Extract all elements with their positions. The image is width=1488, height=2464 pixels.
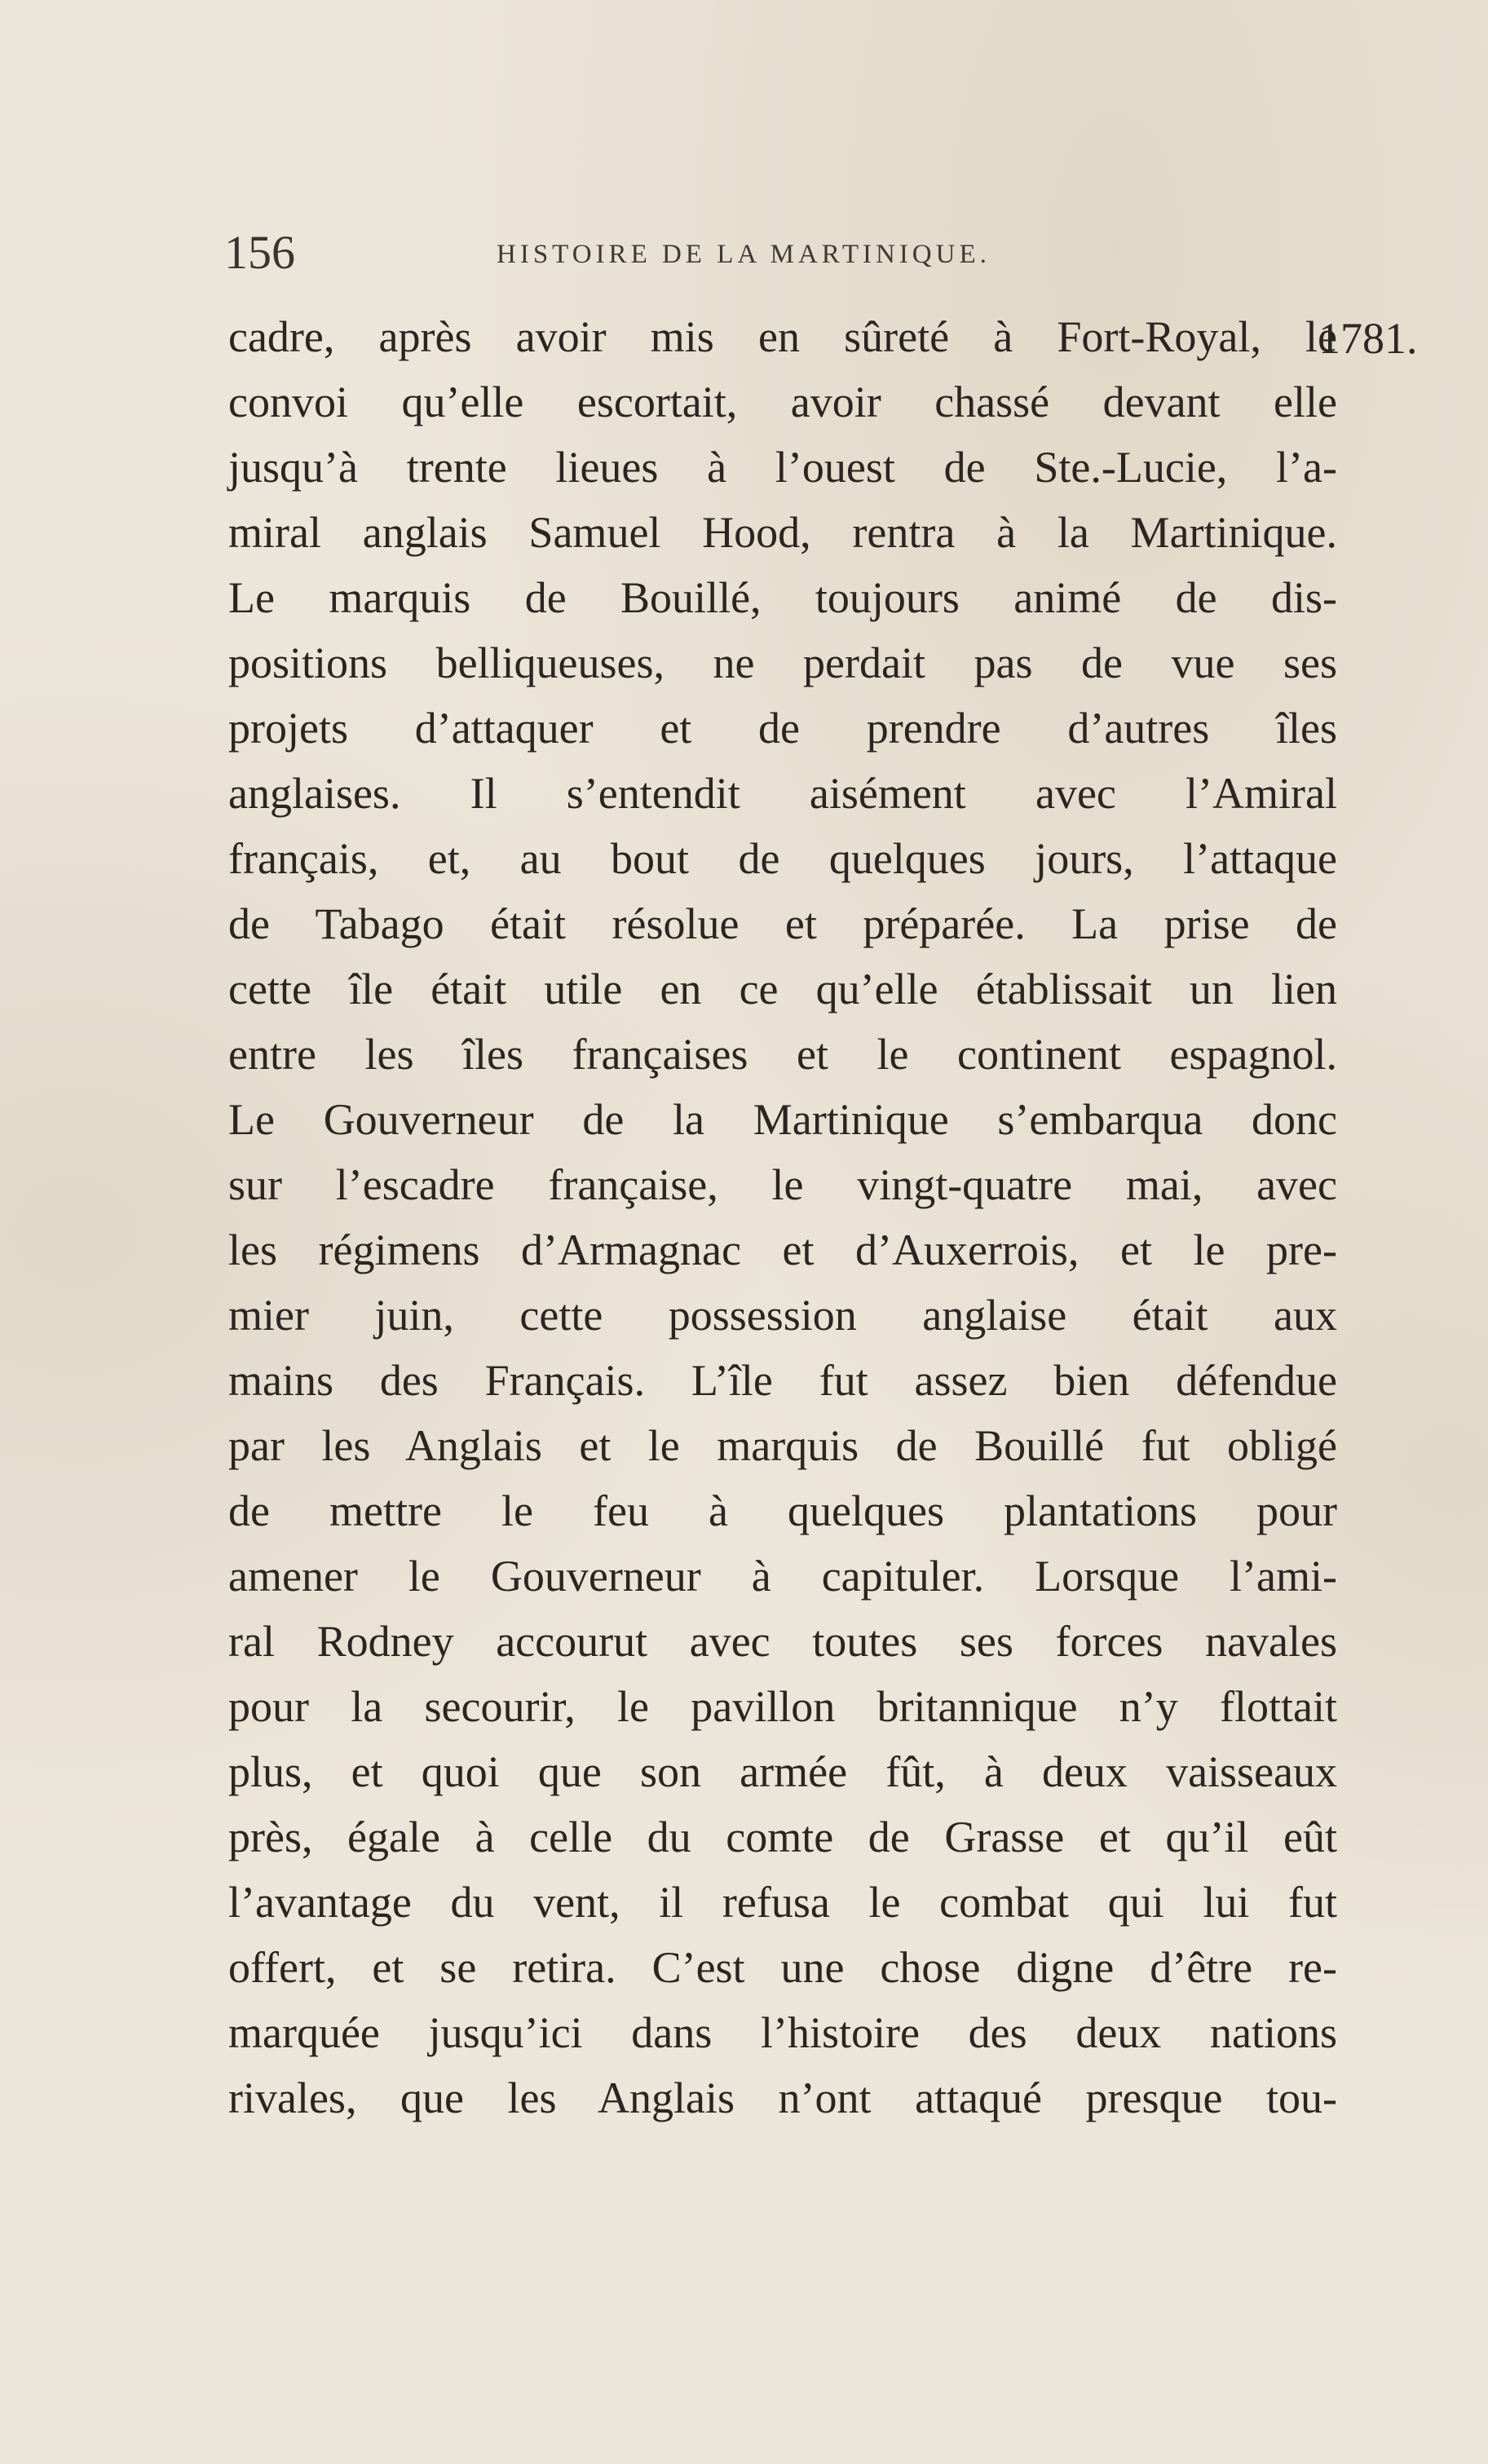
text-line: Le Gouverneur de la Martinique s’embarqua donc	[228, 1095, 1337, 1144]
text-line: l’avantage du vent, il refusa le combat qui lui fut	[228, 1878, 1337, 1927]
text-line: mains des Français. L’île fut assez bien défendue	[228, 1356, 1337, 1405]
text-line: français, et, au bout de quelques jours, l’attaque	[228, 834, 1337, 883]
body-text	[228, 304, 1337, 2131]
text-line: amener le Gouverneur à capituler. Lorsque l’ami-	[228, 1552, 1337, 1601]
text-line: cadre, après avoir mis en sûreté à Fort-Royal, le	[228, 312, 1337, 361]
page-header	[224, 220, 1186, 285]
text-line: Le marquis de Bouillé, toujours animé de dis-	[228, 573, 1337, 622]
text-line: plus, et quoi que son armée fût, à deux vaisseaux	[228, 1747, 1337, 1796]
text-line: jusqu’à trente lieues à l’ouest de Ste.-Lucie, l’a-	[228, 443, 1337, 492]
text-line: près, égale à celle du comte de Grasse et qu’il eût	[228, 1813, 1337, 1861]
text-line: de mettre le feu à quelques plantations pour	[228, 1486, 1337, 1535]
text-line: projets d’attaquer et de prendre d’autres îles	[228, 704, 1337, 753]
text-line: cette île était utile en ce qu’elle établissait un lien	[228, 965, 1337, 1013]
text-line: par les Anglais et le marquis de Bouillé fut obligé	[228, 1421, 1337, 1470]
text-line: mier juin, cette possession anglaise était aux	[228, 1291, 1337, 1340]
text-line: sur l’escadre française, le vingt-quatre mai, avec	[228, 1160, 1337, 1209]
text-line: ral Rodney accourut avec toutes ses forces navales	[228, 1617, 1337, 1666]
page-number: 156	[224, 226, 295, 279]
running-head: HISTOIRE DE LA MARTINIQUE.	[497, 240, 991, 269]
text-line: entre les îles françaises et le continent espagnol.	[228, 1030, 1337, 1079]
text-line: positions belliqueuses, ne perdait pas de vue ses	[228, 638, 1337, 687]
text-line: miral anglais Samuel Hood, rentra à la Martinique.	[228, 508, 1337, 557]
text-line: rivales, que les Anglais n’ont attaqué presque tou-	[228, 2073, 1337, 2122]
text-line: de Tabago était résolue et préparée. La prise de	[228, 899, 1337, 948]
margin-year: 1781.	[1318, 314, 1418, 363]
text-line: pour la secourir, le pavillon britannique n’y flottait	[228, 1682, 1337, 1731]
text-line: offert, et se retira. C’est une chose digne d’être re-	[228, 1943, 1337, 1992]
text-line: anglaises. Il s’entendit aisément avec l’Amiral	[228, 769, 1337, 818]
text-line: les régimens d’Armagnac et d’Auxerrois, et le pre-	[228, 1225, 1337, 1274]
text-line: convoi qu’elle escortait, avoir chassé devant elle	[228, 378, 1337, 426]
text-line: marquée jusqu’ici dans l’histoire des deux nations	[228, 2008, 1337, 2057]
